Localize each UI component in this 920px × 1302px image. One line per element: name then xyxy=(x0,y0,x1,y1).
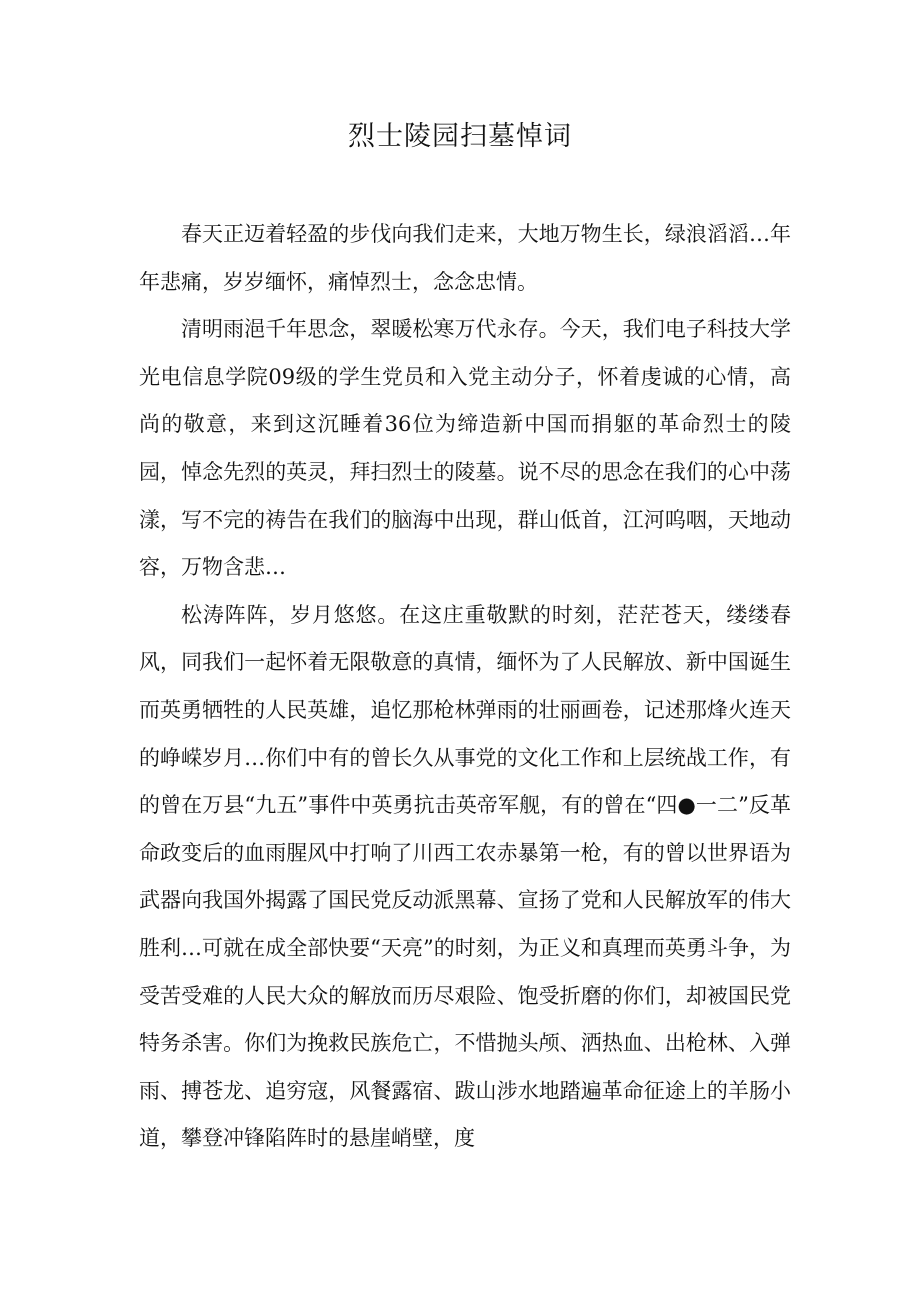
paragraph-1: 春天正迈着轻盈的步伐向我们走来，大地万物生长，绿浪滔滔…年年悲痛，岁岁缅怀，痛悼烈士，念念忠情。 xyxy=(139,222,791,294)
paragraph-2: 清明雨浥千年思念，翠暖松寒万代永存。今天，我们电子科技大学光电信息学院09级的学生党员和入党主动分子，怀着虔诚的心情，高尚的敬意，来到这沉睡着36位为缔造新中国而捐躯的革命烈士的陵园，悼念先烈的英灵，拜扫烈士的陵墓。说不尽的思念在我们的心中荡漾，写不完的祷告在我们的脑海中出现，群山低首，江河呜咽，天地动容，万物含悲… xyxy=(139,317,791,580)
document-body xyxy=(139,211,791,1163)
document-title: 烈士陵园扫墓悼词 xyxy=(348,121,572,152)
paragraph-3: 松涛阵阵，岁月悠悠。在这庄重敬默的时刻，茫茫苍天，缕缕春风，同我们一起怀着无限敬意的真情，缅怀为了人民解放、新中国诞生而英勇牺牲的人民英雄，追忆那枪林弹雨的壮丽画卷，记述那烽火连天的峥嵘岁月…你们中有的曾长久从事党的文化工作和上层统战工作，有的曾在万县“九五”事件中英勇抗击英帝军舰，有的曾在“四●一二”反革命政变后的血雨腥风中打响了川西工农赤暴第一枪，有的曾以世界语为武器向我国外揭露了国民党反动派黑幕、宣扬了党和人民解放军的伟大胜利…可就在成全部快要“天亮”的时刻，为正义和真理而英勇斗争，为受苦受难的人民大众的解放而历尽艰险、饱受折磨的你们，却被国民党特务杀害。你们为挽救民族危亡，不惜抛头颅、洒热血、出枪林、入弹雨、搏苍龙、追穷寇，风餐露宿、跋山涉水地踏遍革命征途上的羊肠小道，攀登冲锋陷阵时的悬崖峭壁，度 xyxy=(139,602,791,1151)
